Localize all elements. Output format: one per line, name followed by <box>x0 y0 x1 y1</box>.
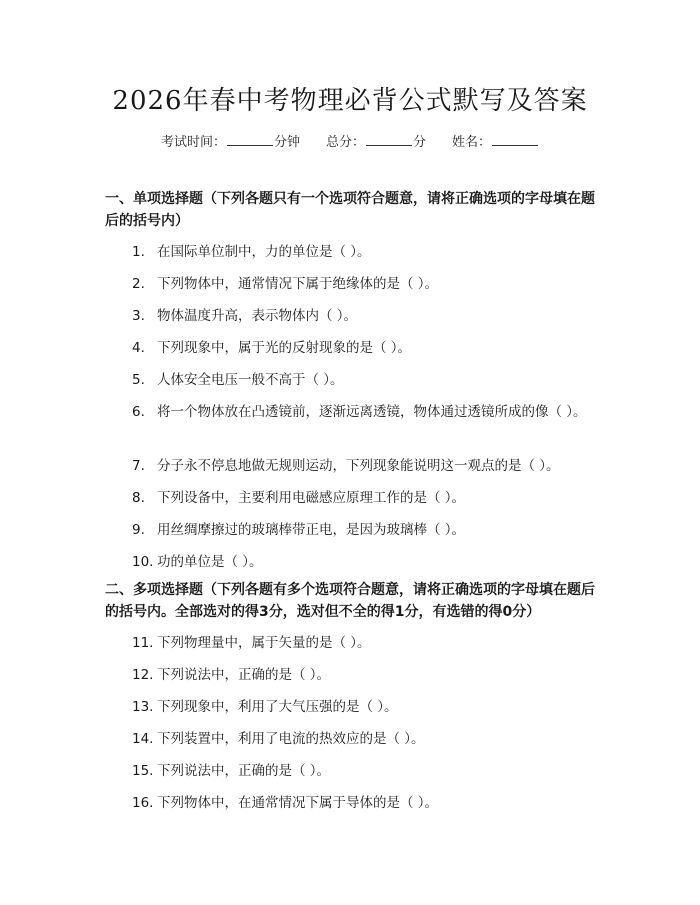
total-score-unit: 分 <box>413 135 427 150</box>
question-item <box>105 760 600 792</box>
question-number: 16. <box>132 795 154 811</box>
exam-time-field <box>161 131 300 150</box>
question-list-single-choice <box>105 241 600 583</box>
question-number: 11. <box>132 635 154 651</box>
exam-time-blank <box>227 133 273 146</box>
page-title: 2026年春中考物理必背公式默写及答案 <box>112 86 588 116</box>
question-item <box>105 241 600 273</box>
exam-time-unit: 分钟 <box>273 135 300 150</box>
question-item <box>105 728 600 760</box>
question-text: 人体安全电压一般不高于（ ）。 <box>157 372 344 388</box>
question-item <box>105 369 600 401</box>
question-item <box>105 401 600 455</box>
exam-info-line <box>0 131 700 150</box>
question-text: 下列说法中，正确的是（ ）。 <box>157 763 331 779</box>
question-text: 物体温度升高，表示物体内（ ）。 <box>157 308 358 324</box>
question-number: 1. <box>132 244 145 260</box>
question-text: 下列物体中，在通常情况下属于导体的是（ ）。 <box>157 795 439 811</box>
question-text: 在国际单位制中，力的单位是（ ）。 <box>157 244 371 260</box>
total-score-blank <box>366 133 412 146</box>
question-text: 功的单位是（ ）。 <box>157 554 263 570</box>
section-heading-multiple-choice: 二、多项选择题（下列各题有多个选项符合题意，请将正确选项的字母填在题后的括号内。全部选对的得3分，选对但不全的得1分，有选错的得0分） <box>105 582 595 620</box>
question-number: 12. <box>132 667 154 683</box>
section-heading-single-choice: 一、单项选择题（下列各题只有一个选项符合题意，请将正确选项的字母填在题后的括号内） <box>105 191 595 229</box>
question-list-multiple-choice <box>105 632 600 824</box>
question-item <box>105 664 600 696</box>
question-text: 用丝绸摩擦过的玻璃棒带正电，是因为玻璃棒（ ）。 <box>157 522 466 538</box>
question-item <box>105 455 600 487</box>
question-item <box>105 305 600 337</box>
question-item <box>105 792 600 824</box>
question-number: 8. <box>132 490 145 506</box>
question-number: 6. <box>132 404 145 420</box>
total-score-label: 总分： <box>325 135 365 150</box>
question-number: 2. <box>132 276 145 292</box>
exam-time-label: 考试时间： <box>160 135 226 150</box>
question-number: 14. <box>132 731 154 747</box>
total-score-field <box>326 131 426 150</box>
question-number: 13. <box>132 699 154 715</box>
question-text: 下列装置中，利用了电流的热效应的是（ ）。 <box>157 731 425 747</box>
question-number: 4. <box>132 340 145 356</box>
question-text: 分子永不停息地做无规则运动，下列现象能说明这一观点的是（ ）。 <box>157 458 560 474</box>
question-text: 将一个物体放在凸透镜前，逐渐远离透镜，物体通过透镜所成的像（ ）。 <box>157 404 587 420</box>
question-text: 下列设备中，主要利用电磁感应原理工作的是（ ）。 <box>157 490 466 506</box>
question-text: 下列说法中，正确的是（ ）。 <box>157 667 331 683</box>
question-item <box>105 487 600 519</box>
question-item <box>105 632 600 664</box>
question-text: 下列现象中，属于光的反射现象的是（ ）。 <box>157 340 412 356</box>
question-text: 下列现象中，利用了大气压强的是（ ）。 <box>157 699 398 715</box>
student-name-blank <box>492 133 538 146</box>
question-number: 7. <box>132 458 145 474</box>
question-item <box>105 273 600 305</box>
question-number: 10. <box>132 554 154 570</box>
question-item <box>105 337 600 369</box>
question-number: 15. <box>132 763 154 779</box>
question-text: 下列物理量中，属于矢量的是（ ）。 <box>157 635 371 651</box>
student-name-field <box>452 131 539 150</box>
question-number: 9. <box>132 522 145 538</box>
question-item <box>105 696 600 728</box>
student-name-label: 姓名： <box>452 135 492 150</box>
question-text: 下列物体中，通常情况下属于绝缘体的是（ ）。 <box>157 276 439 292</box>
question-number: 3. <box>132 308 145 324</box>
question-number: 5. <box>132 372 145 388</box>
question-item <box>105 519 600 551</box>
